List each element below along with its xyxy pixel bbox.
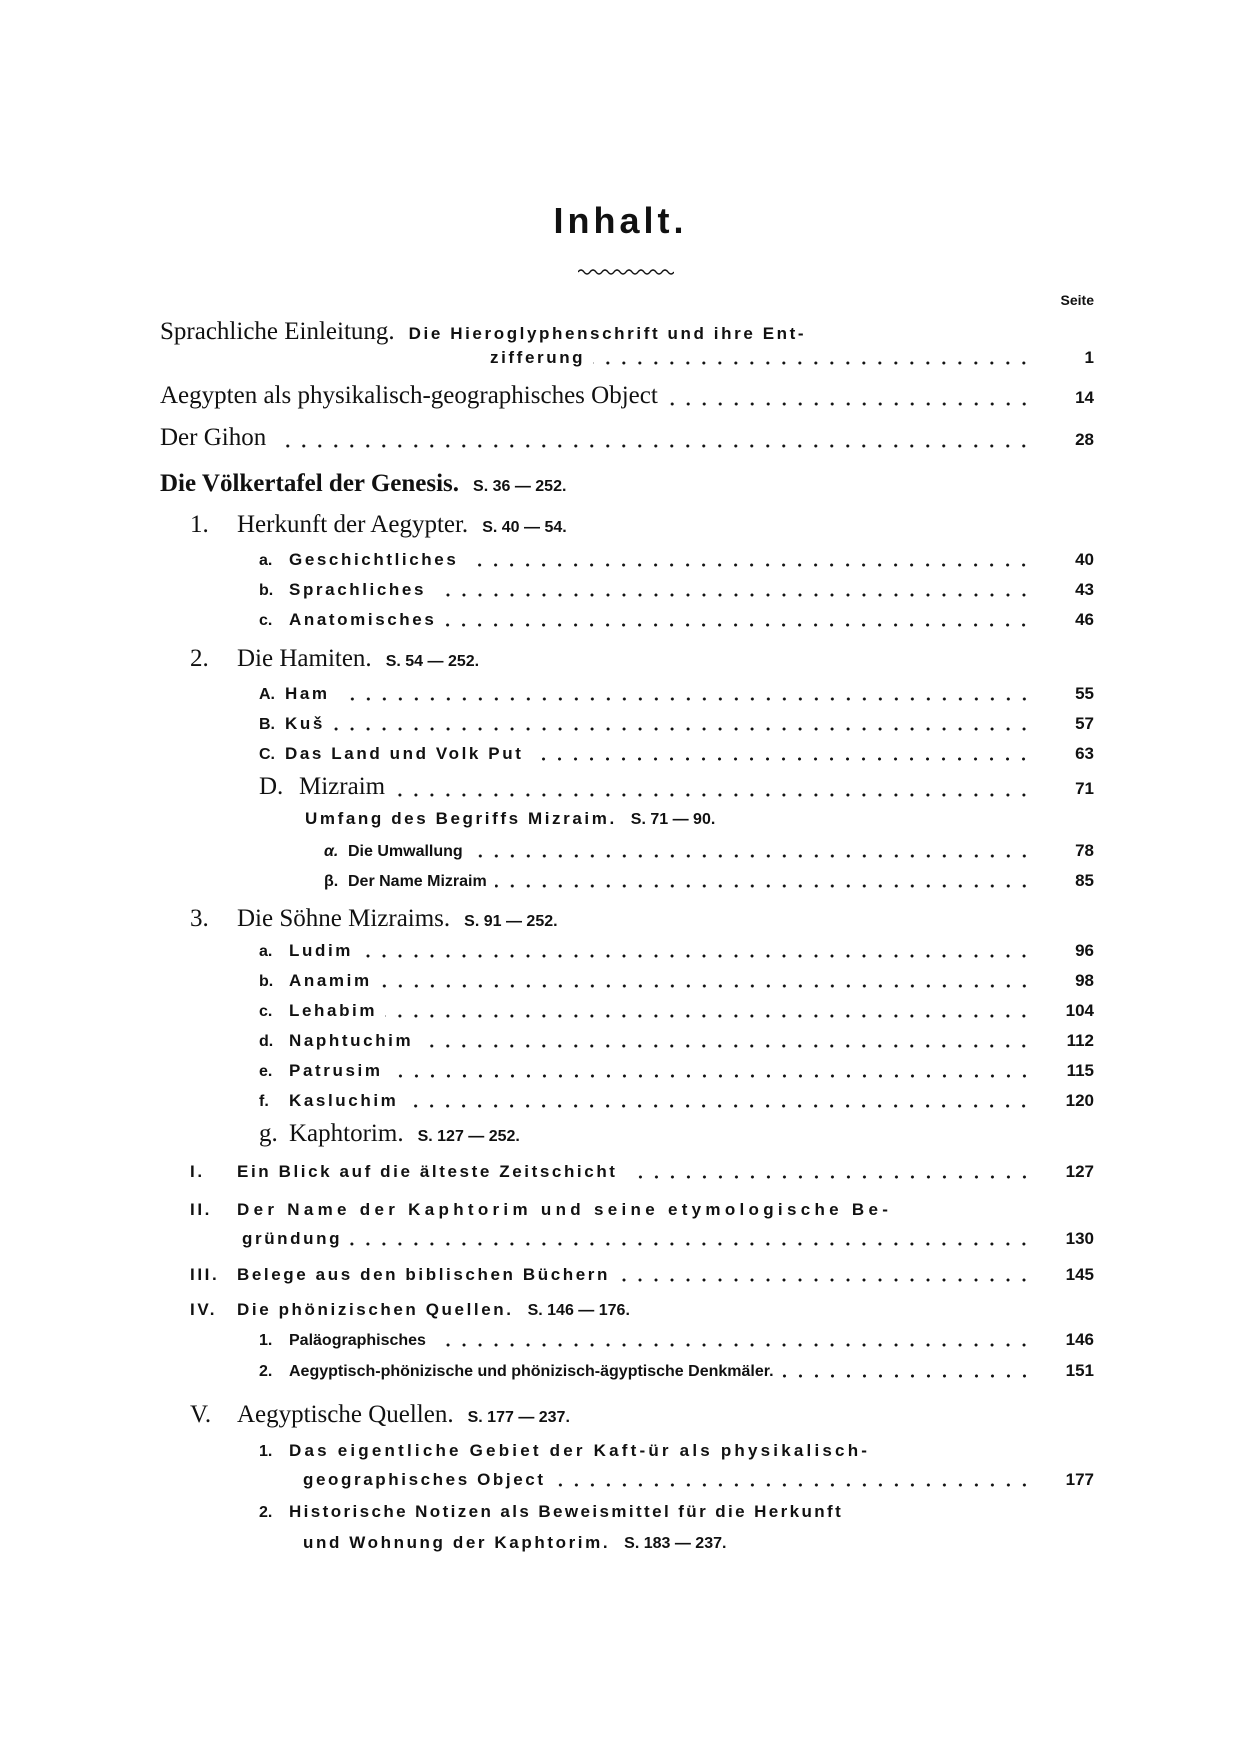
- page-number: 46: [1075, 610, 1094, 629]
- toc-entry: [259, 1330, 1094, 1350]
- toc-subsection: [305, 809, 1094, 829]
- page-title: Inhalt.: [553, 200, 688, 241]
- page-number: 145: [1065, 1265, 1094, 1284]
- dot-leader: [666, 382, 1032, 410]
- entry-number: C.: [259, 746, 275, 763]
- page-number: 177: [1065, 1470, 1094, 1489]
- toc-entry: [190, 1200, 1094, 1220]
- entry-number: α.: [324, 843, 339, 860]
- toc-entry: [160, 382, 1094, 410]
- toc-entry: [259, 1001, 1094, 1021]
- toc-entry-title: Das Land und Volk Put: [285, 744, 524, 763]
- toc-entry: [160, 318, 1094, 346]
- dot-leader: [471, 841, 1032, 861]
- dot-leader: [385, 1001, 1032, 1021]
- toc-entry: [259, 1031, 1094, 1051]
- toc-entry: [259, 1361, 1094, 1381]
- page-number: 151: [1065, 1361, 1094, 1380]
- page-number: 98: [1075, 971, 1094, 990]
- dot-leader: [495, 871, 1032, 891]
- page-column-header: Seite: [1060, 292, 1094, 308]
- entry-number: b.: [259, 582, 274, 599]
- page-number: 40: [1075, 550, 1094, 569]
- toc-entry-title: geographisches Object: [303, 1470, 546, 1489]
- toc-section: [190, 511, 1094, 539]
- dot-leader: [380, 971, 1032, 991]
- page-range: S. 91 — 252.: [464, 913, 558, 930]
- toc-entry-title: Der Name Mizraim: [348, 873, 487, 890]
- toc-entry-title: Anamim: [289, 971, 372, 990]
- toc-subsection: [190, 1300, 1094, 1320]
- entry-number: II.: [190, 1200, 212, 1219]
- entry-number: 2.: [259, 1504, 273, 1521]
- toc-entry: [259, 714, 1094, 734]
- dot-leader: [338, 684, 1032, 704]
- toc-entry: [259, 580, 1094, 600]
- entry-number: g.: [259, 1120, 278, 1147]
- section-title: Herkunft der Aegypter.: [237, 511, 469, 538]
- toc-entry: [259, 1091, 1094, 1111]
- toc-entry: [259, 773, 1094, 801]
- page-range: S. 54 — 252.: [385, 653, 480, 670]
- entry-number: f.: [259, 1093, 269, 1110]
- dot-leader: [554, 1470, 1032, 1490]
- entry-number: a.: [259, 552, 273, 569]
- page-number: 28: [1075, 430, 1094, 449]
- toc-entry: [259, 684, 1094, 704]
- toc-entry-title: Belege aus den biblischen Büchern: [237, 1265, 610, 1284]
- page-range: S. 36 — 252.: [473, 478, 567, 495]
- toc-section: [190, 905, 1094, 933]
- entry-number: b.: [259, 973, 274, 990]
- section-number: 2.: [190, 645, 209, 672]
- dot-leader: [333, 714, 1032, 734]
- page-number: 71: [1075, 779, 1094, 798]
- toc-entry-title: Aegypten als physikalisch-geographisches Object: [160, 382, 658, 409]
- dot-leader: [593, 348, 1032, 368]
- page-number: 14: [1075, 388, 1094, 407]
- page-range: S. 127 — 252.: [417, 1128, 520, 1145]
- entry-number: e.: [259, 1063, 273, 1080]
- section-number: 3.: [190, 905, 209, 932]
- toc-entry-title: Naphtuchim: [289, 1031, 414, 1050]
- entry-number: V.: [190, 1401, 212, 1428]
- toc-entry: [259, 1061, 1094, 1081]
- toc-entry: [190, 1162, 1094, 1182]
- entry-number: c.: [259, 1003, 273, 1020]
- subsection-title: Kaphtorim.: [289, 1120, 404, 1147]
- page-number: 120: [1065, 1091, 1094, 1110]
- toc-entry-continuation: [490, 348, 1094, 368]
- entry-number: 1.: [259, 1443, 273, 1460]
- toc-entry-subtitle: Die Hieroglyphenschrift und ihre Ent-: [408, 324, 807, 343]
- entry-number: III.: [190, 1265, 220, 1284]
- page-number: 85: [1075, 871, 1094, 890]
- toc-section: [160, 470, 1094, 498]
- dot-leader: [782, 1361, 1032, 1381]
- toc-entry-title: Ludim: [289, 941, 353, 960]
- subsection-title: Umfang des Begriffs Mizraim.: [305, 809, 617, 828]
- dot-leader: [434, 1330, 1032, 1350]
- dot-leader: [618, 1265, 1032, 1285]
- toc-entry-title: Der Name der Kaphtorim und seine etymologische Be-: [237, 1200, 893, 1219]
- page-number: 96: [1075, 941, 1094, 960]
- toc-entry: [259, 744, 1094, 764]
- toc-entry-title: Sprachliches: [289, 580, 427, 599]
- subsection-title: und Wohnung der Kaphtorim.: [303, 1533, 611, 1552]
- toc-entry: [160, 424, 1094, 452]
- dot-leader: [466, 550, 1032, 570]
- entry-number: a.: [259, 943, 273, 960]
- page-number: 127: [1065, 1162, 1094, 1181]
- toc-entry: [324, 841, 1094, 861]
- page-number: 63: [1075, 744, 1094, 763]
- toc-entry: [259, 610, 1094, 630]
- page-number: 43: [1075, 580, 1094, 599]
- toc-entry-title: Paläographisches: [289, 1332, 426, 1349]
- entry-number: 2.: [259, 1363, 273, 1380]
- dot-leader: [350, 1229, 1032, 1249]
- dot-leader: [531, 744, 1032, 764]
- toc-entry-title: Kasluchim: [289, 1091, 399, 1110]
- section-title: Die Söhne Mizraims.: [237, 905, 451, 932]
- entry-number: I.: [190, 1162, 205, 1181]
- toc-subsection: [259, 1502, 1094, 1522]
- entry-number: 1.: [259, 1332, 273, 1349]
- entry-number: c.: [259, 612, 273, 629]
- subsection-title: Historische Notizen als Beweismittel für die Herkunft: [289, 1502, 844, 1521]
- toc-entry-title: Ein Blick auf die älteste Zeitschicht: [237, 1162, 618, 1181]
- page-number: 55: [1075, 684, 1094, 703]
- toc-entry: [259, 1441, 1094, 1461]
- toc-entry: [259, 941, 1094, 961]
- entry-number: IV.: [190, 1300, 218, 1319]
- toc-entry: [190, 1265, 1094, 1285]
- toc-entry: [259, 971, 1094, 991]
- entry-number: B.: [259, 716, 275, 733]
- dot-leader: [444, 610, 1032, 630]
- toc-entry-title: Ham: [285, 684, 330, 703]
- page-number: 104: [1065, 1001, 1094, 1020]
- page-number: 1: [1084, 348, 1094, 367]
- toc-entry-title: Das eigentliche Gebiet der Kaft-ür als physikalisch-: [289, 1441, 871, 1460]
- dot-leader: [626, 1162, 1032, 1182]
- toc-entry-title: Anatomisches: [289, 610, 437, 629]
- page-number: 78: [1075, 841, 1094, 860]
- dot-leader: [406, 1091, 1032, 1111]
- dot-leader: [434, 580, 1032, 600]
- page-range: S. 183 — 237.: [624, 1535, 727, 1552]
- ornament-divider: [578, 268, 674, 276]
- toc-entry-title: Patrusim: [289, 1061, 383, 1080]
- page-range: S. 40 — 54.: [482, 519, 567, 536]
- entry-number: β.: [324, 873, 339, 890]
- toc-entry: [324, 871, 1094, 891]
- toc-entry-title: gründung: [242, 1229, 343, 1248]
- page-number: 115: [1066, 1061, 1094, 1080]
- page-range: S. 71 — 90.: [630, 811, 716, 828]
- section-number: 1.: [190, 511, 209, 538]
- subsection-title: Aegyptische Quellen.: [237, 1401, 454, 1428]
- toc-entry-title: Mizraim: [299, 773, 386, 800]
- toc-section: [190, 645, 1094, 673]
- dot-leader: [393, 773, 1032, 801]
- toc-entry-title: Der Gihon: [160, 424, 267, 451]
- subsection-title: Die phönizischen Quellen.: [237, 1300, 514, 1319]
- page-range: S. 146 — 176.: [527, 1302, 630, 1319]
- section-title: Die Hamiten.: [237, 645, 372, 672]
- page-number: 130: [1065, 1229, 1094, 1248]
- toc-entry-title: Geschichtliches: [289, 550, 459, 569]
- toc-subsection: [259, 1120, 1094, 1148]
- toc-entry-title: Sprachliche Einleitung.: [160, 318, 395, 345]
- dot-leader: [361, 941, 1032, 961]
- page-number: 146: [1065, 1330, 1094, 1349]
- section-title: Die Völkertafel der Genesis.: [160, 470, 460, 497]
- page-number: 112: [1066, 1031, 1094, 1050]
- toc-entry-title: zifferung: [490, 348, 586, 367]
- toc-entry-continuation: [242, 1229, 1094, 1249]
- dot-leader: [421, 1031, 1032, 1051]
- dot-leader: [274, 424, 1032, 452]
- toc-entry-title: Aegyptisch-phönizische und phönizisch-ägyptische Denkmäler.: [289, 1363, 774, 1380]
- page-range: S. 177 — 237.: [467, 1409, 570, 1426]
- toc-subsection: [190, 1401, 1094, 1429]
- toc-entry-title: Lehabim: [289, 1001, 378, 1020]
- entry-number: A.: [259, 686, 275, 703]
- toc-entry-continuation: [303, 1470, 1094, 1490]
- entry-number: d.: [259, 1033, 274, 1050]
- toc-entry-title: Kuš: [285, 714, 325, 733]
- toc-entry: [259, 550, 1094, 570]
- entry-number: D.: [259, 773, 284, 800]
- dot-leader: [391, 1061, 1032, 1081]
- page-number: 57: [1075, 714, 1094, 733]
- toc-entry-title: Die Umwallung: [348, 843, 463, 860]
- toc-entry-continuation: [303, 1533, 1094, 1553]
